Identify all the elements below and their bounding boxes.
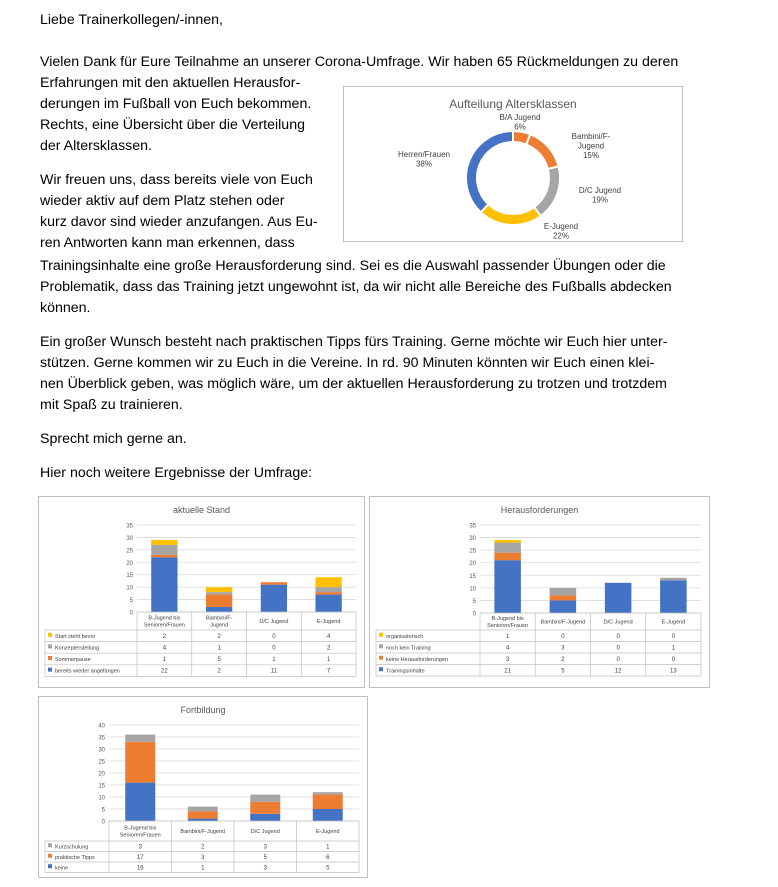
data-label: 1 <box>272 657 276 663</box>
data-label: 3 <box>505 656 510 663</box>
paragraph-1-line-1: Vielen Dank für Eure Teilnahme an unserer Corona-Umfrage. Wir haben 65 Rückmeldungen zu deren <box>40 54 679 70</box>
legend-entry: keine <box>55 865 69 872</box>
bar-segment <box>494 560 521 613</box>
legend-swatch <box>48 854 52 858</box>
legend-entry: organisatorisch <box>386 633 424 640</box>
data-label: 3 <box>201 854 205 861</box>
x-category-label: E-Jugend <box>316 619 341 625</box>
legend-swatch <box>48 644 52 648</box>
bar-segment <box>206 607 232 612</box>
y-tick-label: 25 <box>126 548 133 555</box>
data-label: 3 <box>263 844 267 851</box>
donut-title: Aufteilung Altersklassen <box>449 97 577 111</box>
paragraph-1-line-4: Rechts, eine Übersicht über die Verteilung <box>40 117 305 133</box>
legend-entry: Trainingsinhalte <box>386 668 425 675</box>
bar-segment <box>315 587 341 592</box>
y-tick-label: 30 <box>98 747 105 754</box>
legend-entry: noch kein Training <box>386 645 431 652</box>
data-label: 0 <box>671 656 676 663</box>
donut-slice <box>481 204 541 225</box>
bar-segment <box>494 540 521 543</box>
paragraph-1-line-3: derungen im Fußball von Euch bekommen. <box>40 96 312 112</box>
chart-title: Herausforderungen <box>500 505 579 515</box>
data-label: 6 <box>326 854 330 861</box>
data-label: 17 <box>136 854 144 861</box>
y-tick-label: 10 <box>126 585 133 592</box>
paragraph-2-line-4: ren Antworten kann man erkennen, dass <box>40 235 295 251</box>
x-category-label: D/C Jugend <box>603 619 633 626</box>
legend-entry: Kurzschulung <box>55 844 89 851</box>
paragraph-4: Sprecht mich gerne an. <box>40 431 187 447</box>
data-label: 0 <box>616 645 620 652</box>
bar-segment <box>315 577 341 587</box>
chart-title: aktuelle Stand <box>172 505 231 515</box>
bar-segment <box>315 595 341 612</box>
data-label: 1 <box>162 657 167 663</box>
paragraph-2-line-2: wieder aktiv auf dem Platz stehen oder <box>40 193 285 209</box>
data-label: 22 <box>161 668 168 675</box>
bar-segment <box>660 578 687 581</box>
data-label: 0 <box>616 633 620 640</box>
bar-segment <box>206 592 232 594</box>
chart-stand <box>39 497 364 687</box>
legend-swatch <box>48 656 52 660</box>
legend-swatch <box>379 667 383 671</box>
bar-segment <box>151 555 177 557</box>
data-label: 1 <box>326 844 330 851</box>
x-category-label: D/C Jugend <box>259 619 289 625</box>
bar-segment <box>151 540 177 545</box>
data-label: 3 <box>561 645 565 652</box>
y-tick-label: 5 <box>101 807 105 814</box>
bar-segment <box>188 811 218 818</box>
data-label: 1 <box>201 865 205 872</box>
bar-segment <box>313 809 343 821</box>
legend-entry: Start steht bevor <box>55 633 96 640</box>
paragraph-2-line-6: Problematik, dass das Training jetzt ungewohnt ist, da wir nicht alle Bereiche des Fußballs abdecken <box>40 279 672 295</box>
data-label: 1 <box>505 633 510 640</box>
bar-segment <box>151 545 177 555</box>
y-tick-label: 30 <box>126 535 133 542</box>
y-tick-label: 15 <box>126 573 133 580</box>
legend-swatch <box>379 644 383 648</box>
bar-segment <box>261 585 287 612</box>
paragraph-3-line-4: mit Spaß zu trainieren. <box>40 397 183 413</box>
chart-fort <box>39 697 367 877</box>
y-tick-label: 10 <box>98 795 105 802</box>
bar-segment <box>250 814 280 821</box>
data-label: 12 <box>614 668 622 675</box>
bar-segment <box>550 588 577 596</box>
bar-segment <box>494 553 521 561</box>
donut-slice-label: E-Jugend 22% <box>543 222 579 241</box>
donut-slice-label: Bambini/F-Jugend 15% <box>571 132 611 160</box>
chart-box-fort <box>38 696 368 878</box>
y-tick-label: 40 <box>98 723 105 730</box>
data-label: 5 <box>326 865 330 872</box>
bar-segment <box>250 795 280 802</box>
y-tick-label: 25 <box>469 548 476 555</box>
legend-entry: Konzepterstellung <box>55 645 100 652</box>
data-label: 2 <box>217 633 221 640</box>
data-label: 0 <box>671 633 676 640</box>
y-tick-label: 10 <box>469 586 476 593</box>
data-label: 1 <box>326 657 331 663</box>
y-tick-label: 35 <box>126 523 133 530</box>
donut-chart <box>344 87 682 241</box>
legend-swatch <box>48 843 52 847</box>
data-label: 4 <box>162 645 167 652</box>
bar-segment <box>494 543 521 553</box>
legend-swatch <box>379 633 383 637</box>
data-label: 2 <box>326 645 331 652</box>
data-label: 0 <box>272 645 276 652</box>
greeting: Liebe Trainerkollegen/-innen, <box>40 12 223 28</box>
y-tick-label: 30 <box>469 536 476 543</box>
bar-segment <box>605 583 632 613</box>
data-label: 4 <box>505 645 510 652</box>
bar-segment <box>660 580 687 613</box>
data-label: 0 <box>616 656 620 663</box>
paragraph-3-line-2: stützen. Gerne kommen wir zu Euch in die Vereine. In rd. 90 Minuten könnten wir Euch einen klei- <box>40 355 655 371</box>
data-label: 4 <box>326 633 331 640</box>
data-label: 5 <box>217 657 221 663</box>
bar-segment <box>188 807 218 812</box>
paragraph-1-line-2: Erfahrungen mit den aktuellen Herausfor- <box>40 75 301 91</box>
legend-entry: praktische Tipps <box>55 854 95 861</box>
data-label: 2 <box>217 668 221 675</box>
paragraph-1-line-5: der Altersklassen. <box>40 138 152 154</box>
bar-segment <box>188 819 218 821</box>
data-label: 13 <box>670 668 677 675</box>
x-category-label: Bambini/F-Jugend <box>540 619 586 626</box>
data-label: 5 <box>561 668 565 675</box>
y-tick-label: 35 <box>469 523 476 530</box>
donut-slice <box>526 134 558 169</box>
chart-box-stand <box>38 496 365 688</box>
x-category-label: B-Jugend bis Senioren/Frauen <box>487 616 529 629</box>
bar-segment <box>125 783 155 821</box>
paragraph-3-line-3: nen Überblick geben, was möglich wäre, um der aktuellen Herausforderung zu trotzen und trotzdem <box>40 376 667 392</box>
data-label: 3 <box>138 844 142 851</box>
x-category-label: E-Jugend <box>661 619 686 626</box>
y-tick-label: 15 <box>98 783 105 790</box>
donut-slice-label: D/C Jugend 19% <box>578 186 622 205</box>
y-tick-label: 0 <box>129 610 133 617</box>
bar-segment <box>250 802 280 814</box>
y-tick-label: 25 <box>98 759 105 766</box>
data-label: 11 <box>270 668 277 675</box>
data-label: 2 <box>201 844 205 851</box>
data-label: 0 <box>561 633 565 640</box>
paragraph-2-line-7: können. <box>40 300 91 316</box>
legend-swatch <box>48 668 52 672</box>
legend-entry: Sommerpause <box>55 657 91 663</box>
y-tick-label: 5 <box>472 598 476 605</box>
legend-entry: bereits wieder angefangen <box>55 668 120 675</box>
data-label: 16 <box>136 865 144 872</box>
y-tick-label: 20 <box>469 561 476 568</box>
x-category-label: Bambini/F-Jugend <box>180 829 226 835</box>
y-tick-label: 15 <box>469 573 476 580</box>
x-category-label: Bambini/F-Jugend <box>205 615 233 629</box>
data-label: 3 <box>263 865 267 872</box>
donut-slice <box>534 166 560 216</box>
chart-box-heraus <box>369 496 710 688</box>
chart-title: Fortbildung <box>180 705 226 715</box>
data-label: 1 <box>217 645 221 652</box>
x-category-label: B-Jugend bis Senioren/Frauen <box>119 825 161 839</box>
data-label: 21 <box>504 668 511 675</box>
paragraph-5: Hier noch weitere Ergebnisse der Umfrage: <box>40 465 313 481</box>
bar-segment <box>261 582 287 584</box>
data-label: 2 <box>561 656 565 663</box>
x-category-label: D/C Jugend <box>250 829 280 835</box>
paragraph-2-line-1: Wir freuen uns, dass bereits viele von Euch <box>40 172 313 188</box>
data-label: 1 <box>671 645 676 652</box>
bar-segment <box>315 592 341 594</box>
data-label: 7 <box>326 668 331 675</box>
bar-segment <box>550 595 577 600</box>
y-tick-label: 0 <box>472 611 476 618</box>
donut-slice <box>466 131 513 212</box>
chart-heraus <box>370 497 709 687</box>
bar-segment <box>125 735 155 742</box>
paragraph-2-line-5: Trainingsinhalte eine große Herausforderung sind. Sei es die Auswahl passender Übungen oder die <box>40 258 666 274</box>
bar-segment <box>151 557 177 612</box>
data-label: 0 <box>272 633 276 640</box>
legend-swatch <box>48 633 52 637</box>
bar-segment <box>313 792 343 794</box>
data-label: 2 <box>162 633 167 640</box>
bar-segment <box>125 742 155 783</box>
paragraph-2-line-3: kurz davor sind wieder anzufangen. Aus Eu- <box>40 214 318 230</box>
legend-entry: keine Herausforderungen <box>386 656 449 663</box>
donut-slice-label: Herren/Frauen 38% <box>397 150 451 169</box>
paragraph-3-line-1: Ein großer Wunsch besteht nach praktischen Tipps fürs Training. Gerne möchte wir Euch hier unter- <box>40 334 668 350</box>
bar-segment <box>550 600 577 613</box>
bar-segment <box>206 595 232 607</box>
x-category-label: E-Jugend <box>315 829 340 835</box>
legend-swatch <box>48 864 52 868</box>
donut-chart-box <box>343 86 683 242</box>
donut-slice-label: B/A Jugend 6% <box>499 113 541 132</box>
y-tick-label: 5 <box>129 598 133 605</box>
bar-segment <box>206 587 232 592</box>
y-tick-label: 20 <box>98 771 105 778</box>
y-tick-label: 0 <box>101 819 105 826</box>
legend-swatch <box>379 656 383 660</box>
y-tick-label: 35 <box>98 735 105 742</box>
x-category-label: B-Jugend bis Senioren/Frauen <box>143 615 185 629</box>
bar-segment <box>313 795 343 809</box>
y-tick-label: 20 <box>126 560 133 567</box>
data-label: 5 <box>263 854 267 861</box>
